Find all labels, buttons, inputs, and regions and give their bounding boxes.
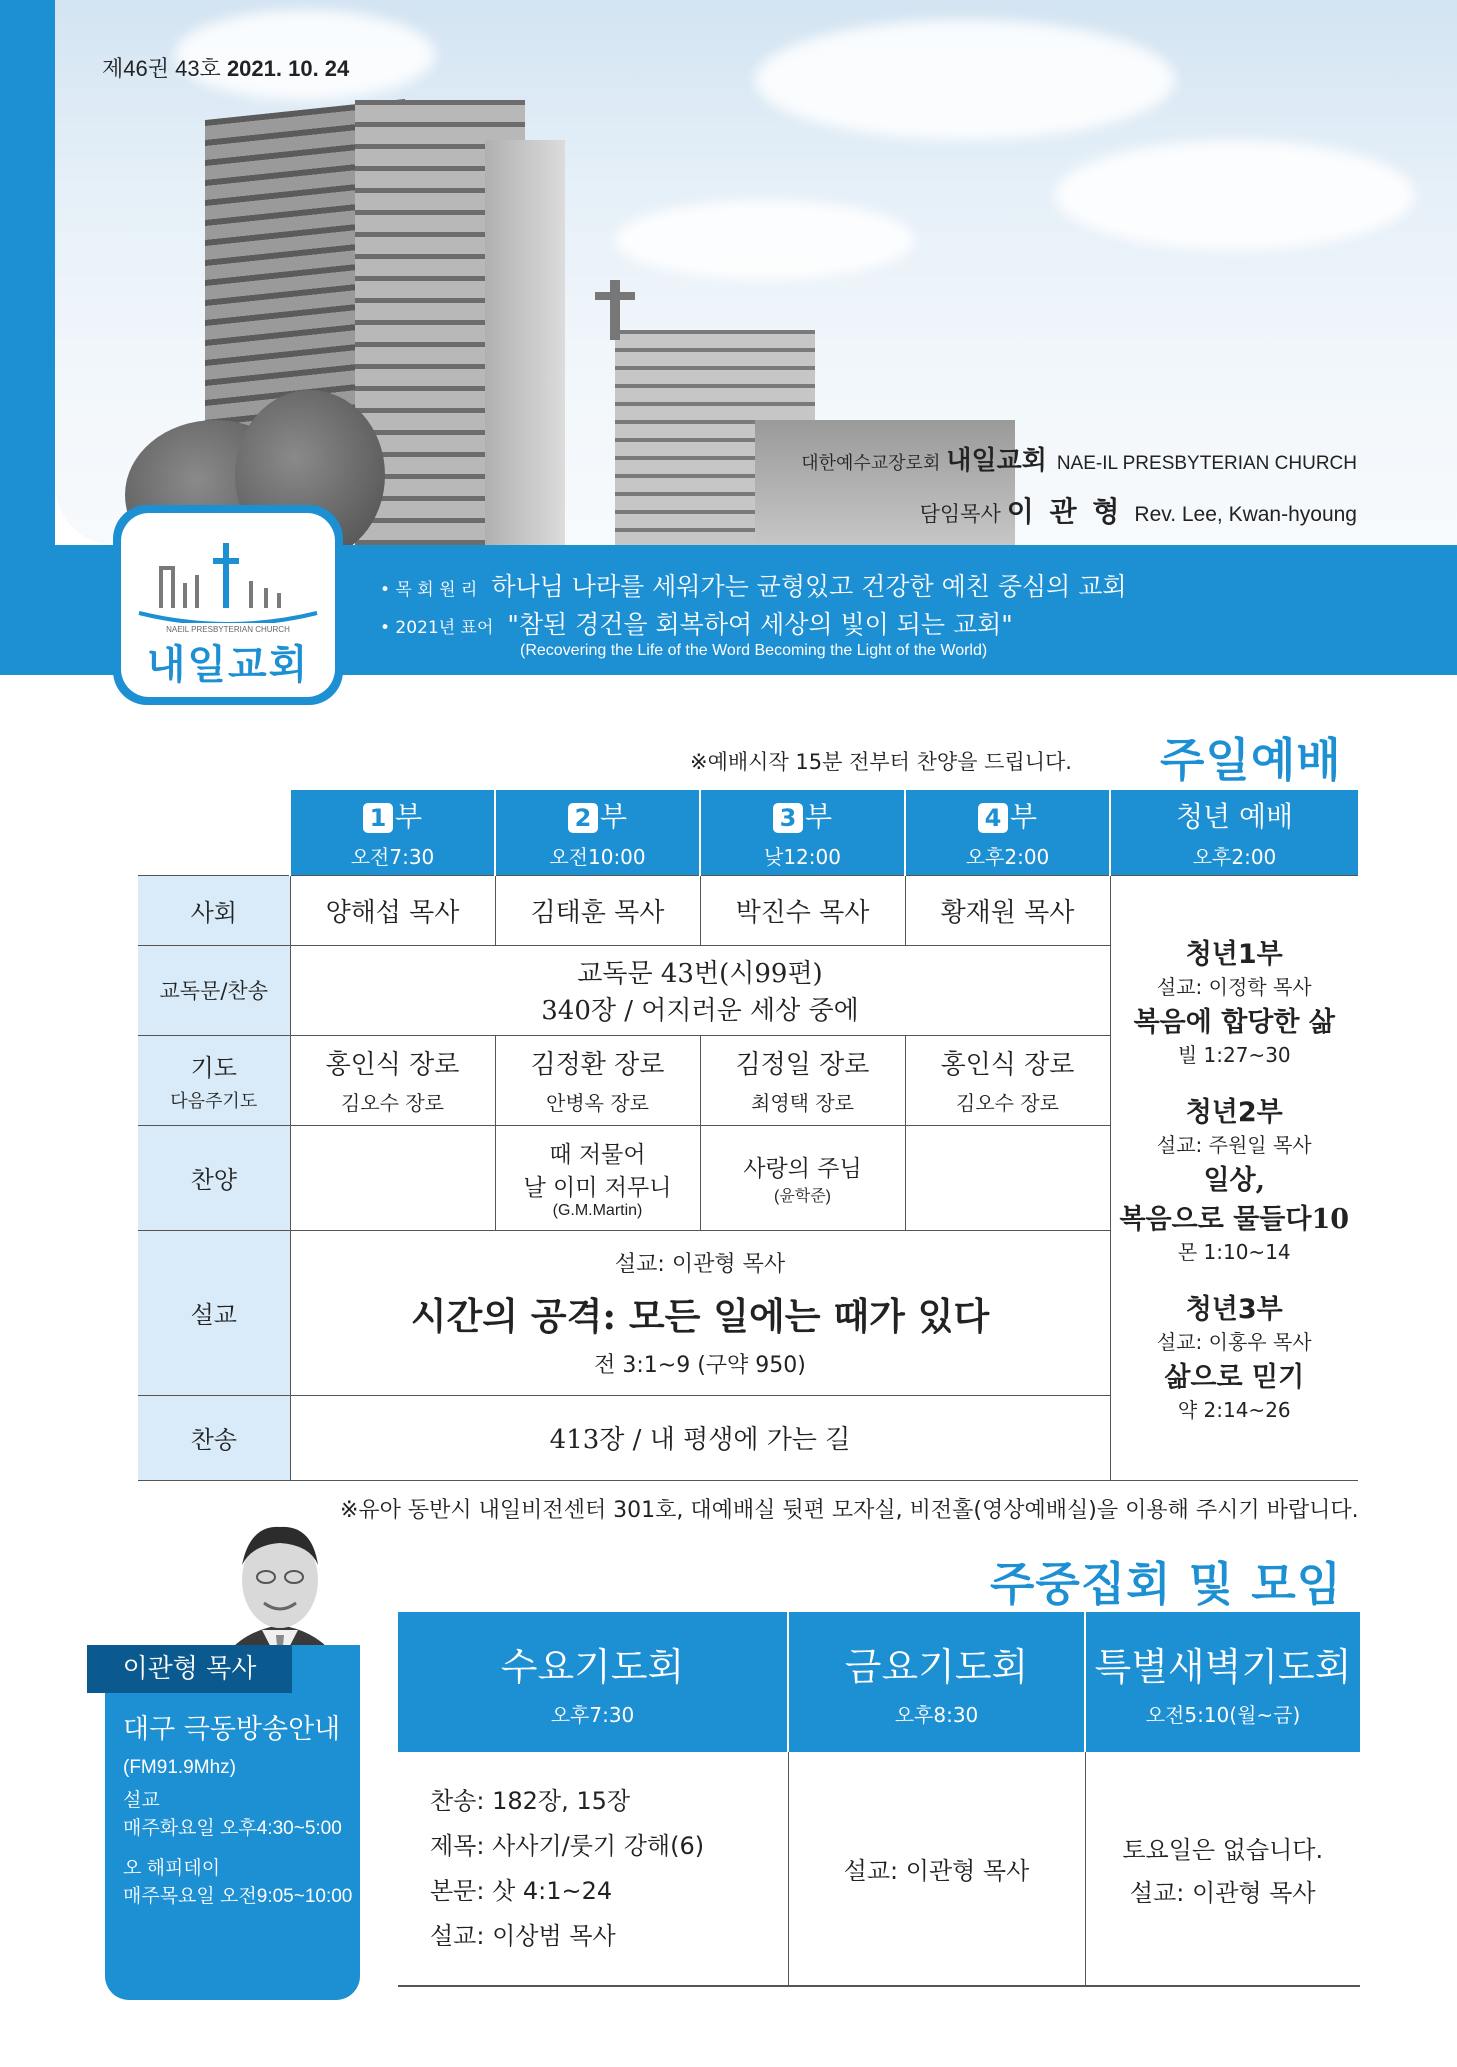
praise-4 bbox=[905, 1125, 1110, 1230]
praise-3: 사랑의 주님 (윤학준) bbox=[700, 1125, 905, 1230]
sunday-service-title: 주일예배 bbox=[1160, 733, 1342, 787]
issue-info bbox=[102, 52, 349, 83]
pastor-card-name: 이관형 목사 bbox=[87, 1645, 292, 1693]
praise-1 bbox=[290, 1125, 495, 1230]
weekly-meetings-table bbox=[398, 1612, 1360, 1987]
wednesday-prayer-details: 찬송: 182장, 15장 제목: 사사기/룻기 강해(6) 본문: 삿 4:1~24 설교: 이상범 목사 bbox=[398, 1752, 788, 1986]
sermon-cell: 설교: 이관형 목사 시간의 공격: 모든 일에는 때가 있다 전 3:1~9 (구약 950) bbox=[290, 1230, 1110, 1395]
row-label-prayer: 기도 다음주기도 bbox=[138, 1035, 290, 1125]
nursery-notice: ※유아 동반시 내일비전센터 301호, 대예배실 뒷편 모자실, 비전홀(영상예배실)을 이용해 주시기 바랍니다. bbox=[340, 1498, 1359, 1523]
youth-service-header: 청년 예배 오후2:00 bbox=[1110, 790, 1358, 875]
row-label-praise: 찬양 bbox=[138, 1125, 290, 1230]
youth-services: 청년1부 설교: 이정학 목사 복음에 합당한 삶 빌 1:27~30 청년2부 설교: 주원일 목사 일상, 복음으로 물들다10 몬 1:10~14 청년3부 설교: 이홍우 목사 삶으로 믿기 약 2:14~26 bbox=[1110, 875, 1358, 1480]
row-label-reading: 교독문/찬송 bbox=[138, 945, 290, 1035]
host-1: 양해섭 목사 bbox=[290, 875, 495, 945]
radio-broadcast-card bbox=[105, 1645, 360, 2000]
prayer-2: 김정환 장로 안병옥 장로 bbox=[495, 1035, 700, 1125]
dawn-prayer-header: 특별새벽기도회 오전5:10(월~금) bbox=[1085, 1612, 1360, 1752]
prayer-3: 김정일 장로 최영택 장로 bbox=[700, 1035, 905, 1125]
friday-prayer-header: 금요기도회 오후8:30 bbox=[788, 1612, 1085, 1752]
issue-date: 2021. 10. 24 bbox=[226, 56, 350, 81]
pastor-title: 담임목사 bbox=[919, 502, 1001, 526]
service-1-header: 1 부 오전7:30 bbox=[290, 790, 495, 875]
radio-happyday-time: 매주목요일 오전9:05~10:00 bbox=[123, 1886, 353, 1907]
radio-sermon-time: 매주화요일 오후4:30~5:00 bbox=[123, 1818, 342, 1839]
motto-text: 하나님 나라를 세워가는 균형있고 건강한 예친 중심의 교회 bbox=[491, 572, 1127, 601]
radio-frequency: (FM91.9Mhz) bbox=[123, 1757, 236, 1778]
service-3-header: 3 부 낮12:00 bbox=[700, 790, 905, 875]
issue-volume: 제46권 43호 bbox=[102, 56, 221, 81]
denomination: 대한예수교장로회 bbox=[801, 453, 941, 474]
radio-title: 대구 극동방송안내 bbox=[123, 1714, 341, 1745]
service-4-header: 4 부 오후2:00 bbox=[905, 790, 1110, 875]
wednesday-prayer-header: 수요기도회 오후7:30 bbox=[398, 1612, 788, 1752]
row-label-hymn: 찬송 bbox=[138, 1395, 290, 1480]
logo-subtext: NAEIL PRESBYTERIAN CHURCH bbox=[166, 625, 290, 634]
motto-label: • 목 회 원 리 bbox=[380, 580, 478, 600]
host-4: 황재원 목사 bbox=[905, 875, 1110, 945]
church-name: 내일교회 bbox=[946, 446, 1047, 476]
weekly-meetings-title: 주중집회 및 모임 bbox=[990, 1557, 1343, 1611]
logo-name: 내일교회 bbox=[146, 642, 310, 688]
sunday-service-table bbox=[138, 790, 1358, 1481]
hymn-cell: 413장 / 내 평생에 가는 길 bbox=[290, 1395, 1110, 1480]
reading-cell: 교독문 43번(시99편) 340장 / 어지러운 세상 중에 bbox=[290, 945, 1110, 1035]
friday-prayer-details: 설교: 이관형 목사 bbox=[788, 1752, 1085, 1986]
prayer-4: 홍인식 장로 김오수 장로 bbox=[905, 1035, 1110, 1125]
pastor-name-en: Rev. Lee, Kwan-hyoung bbox=[1134, 503, 1357, 526]
slogan-label: • 2021년 표어 bbox=[380, 618, 494, 638]
praise-2: 때 저물어 날 이미 저무니 (G.M.Martin) bbox=[495, 1125, 700, 1230]
skyline-cross-icon bbox=[121, 513, 335, 623]
church-logo bbox=[113, 505, 343, 705]
prayer-1: 홍인식 장로 김오수 장로 bbox=[290, 1035, 495, 1125]
church-name-en: NAE-IL PRESBYTERIAN CHURCH bbox=[1056, 453, 1357, 474]
senior-pastor-line bbox=[920, 490, 1357, 530]
dawn-prayer-details: 토요일은 없습니다. 설교: 이관형 목사 bbox=[1085, 1752, 1360, 1986]
slogan-english: (Recovering the Life of the Word Becoming the Light of the World) bbox=[520, 642, 988, 659]
slogan-text: "참된 경건을 회복하여 세상의 빛이 되는 교회" bbox=[507, 610, 1013, 639]
church-name-line bbox=[801, 440, 1357, 477]
host-2: 김태훈 목사 bbox=[495, 875, 700, 945]
row-label-sermon: 설교 bbox=[138, 1230, 290, 1395]
service-2-header: 2 부 오전10:00 bbox=[495, 790, 700, 875]
pastor-name: 이 관 형 bbox=[1006, 495, 1123, 528]
radio-sermon-label: 설교 bbox=[123, 1790, 160, 1811]
service-notice: ※예배시작 15분 전부터 찬양을 드립니다. bbox=[690, 750, 1072, 774]
host-3: 박진수 목사 bbox=[700, 875, 905, 945]
radio-happyday-label: 오 해피데이 bbox=[123, 1858, 221, 1879]
row-label-host: 사회 bbox=[138, 875, 290, 945]
